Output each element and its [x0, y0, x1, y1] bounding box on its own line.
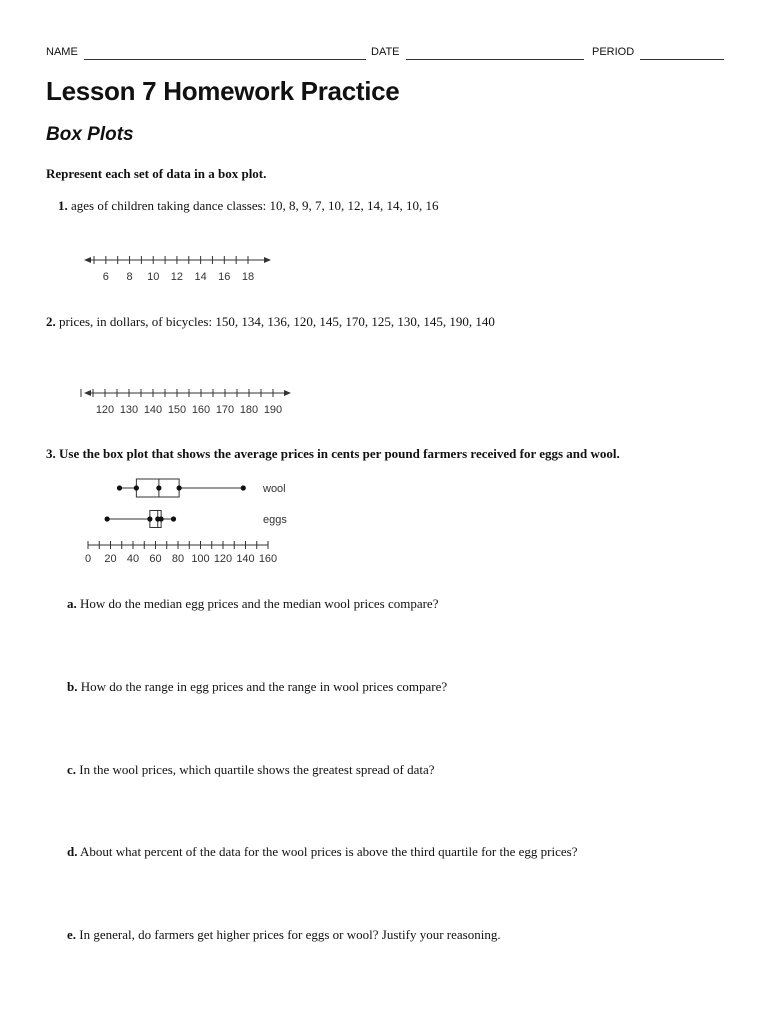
instructions: Represent each set of data in a box plot.: [46, 166, 267, 181]
number-line-1: [80, 250, 280, 286]
tick-label: 150: [167, 404, 187, 416]
tick-label: 170: [215, 404, 235, 416]
question-text: Use the box plot that shows the average prices in cents per pound farmers received for eggs and wool.: [59, 446, 620, 461]
tick-label: 14: [194, 271, 207, 283]
period-blank[interactable]: [640, 59, 724, 60]
tick-label: 190: [263, 404, 283, 416]
tick-label: 160: [191, 404, 211, 416]
tick-label: 120: [95, 404, 115, 416]
part-letter: d.: [67, 844, 78, 859]
part-c: [67, 762, 435, 778]
tick-label: 40: [126, 553, 140, 565]
left-arrow-icon: [84, 390, 91, 396]
data-point: [171, 516, 176, 521]
data-point: [117, 485, 122, 490]
tick-label: 120: [213, 553, 233, 565]
data-point: [159, 516, 164, 521]
tick-label: 100: [191, 553, 210, 565]
part-text: About what percent of the data for the wool prices is above the third quartile for the egg prices?: [80, 844, 578, 859]
series-label: eggs: [263, 514, 287, 526]
part-a: [67, 596, 438, 612]
part-b: [67, 679, 447, 695]
part-text: How do the median egg prices and the median wool prices compare?: [80, 596, 439, 611]
number-line-2: [80, 383, 300, 419]
data-point: [156, 485, 161, 490]
data-point: [105, 516, 110, 521]
page-title: Lesson 7 Homework Practice: [46, 76, 400, 106]
tick-label: 10: [147, 271, 160, 283]
question-1: [58, 198, 439, 214]
tick-label: 80: [171, 553, 185, 565]
part-letter: b.: [67, 679, 78, 694]
left-arrow-icon: [84, 257, 91, 263]
tick-label: 160: [258, 553, 278, 565]
tick-label: 18: [241, 271, 255, 283]
tick-label: 130: [119, 404, 139, 416]
tick-label: 0: [84, 553, 92, 565]
tick-label: 8: [126, 271, 133, 283]
question-text: prices, in dollars, of bicycles: 150, 134, 136, 120, 145, 170, 125, 130, 145, 190, 140: [59, 314, 495, 329]
right-arrow-icon: [264, 257, 271, 263]
page-subtitle: Box Plots: [46, 124, 134, 145]
tick-label: 180: [239, 404, 259, 416]
name-blank[interactable]: [84, 59, 366, 60]
part-letter: e.: [67, 927, 77, 942]
tick-label: 60: [149, 553, 162, 565]
date-label: DATE: [371, 46, 400, 58]
question-number: 2.: [46, 314, 56, 329]
part-d: [67, 844, 577, 860]
tick-label: 140: [236, 553, 255, 565]
part-e: [67, 927, 501, 943]
tick-label: 140: [143, 404, 163, 416]
tick-label: 20: [104, 553, 117, 565]
student-info-header: [46, 46, 726, 62]
data-point: [241, 485, 246, 490]
question-number: 3.: [46, 446, 56, 461]
part-text: In the wool prices, which quartile shows the greatest spread of data?: [79, 762, 435, 777]
data-point: [134, 485, 139, 490]
tick-label: 16: [218, 271, 231, 283]
part-letter: c.: [67, 762, 77, 777]
name-label: NAME: [46, 46, 78, 58]
series-label: wool: [263, 483, 286, 495]
date-blank[interactable]: [406, 59, 584, 60]
tick-label: 12: [170, 271, 184, 283]
part-text: How do the range in egg prices and the range in wool prices compare?: [80, 679, 448, 694]
box-plot-chart: [80, 470, 320, 570]
question-number: 1.: [58, 198, 68, 213]
tick-label: 6: [102, 271, 109, 283]
question-text: ages of children taking dance classes: 10, 8, 9, 7, 10, 12, 14, 14, 10, 16: [71, 198, 439, 213]
data-point: [147, 516, 152, 521]
period-label: PERIOD: [592, 46, 635, 58]
right-arrow-icon: [284, 390, 291, 396]
part-letter: a.: [67, 596, 77, 611]
question-2: [46, 314, 495, 330]
part-text: In general, do farmers get higher prices for eggs or wool? Justify your reasoning.: [79, 927, 501, 942]
data-point: [177, 485, 182, 490]
question-3: [46, 446, 620, 462]
